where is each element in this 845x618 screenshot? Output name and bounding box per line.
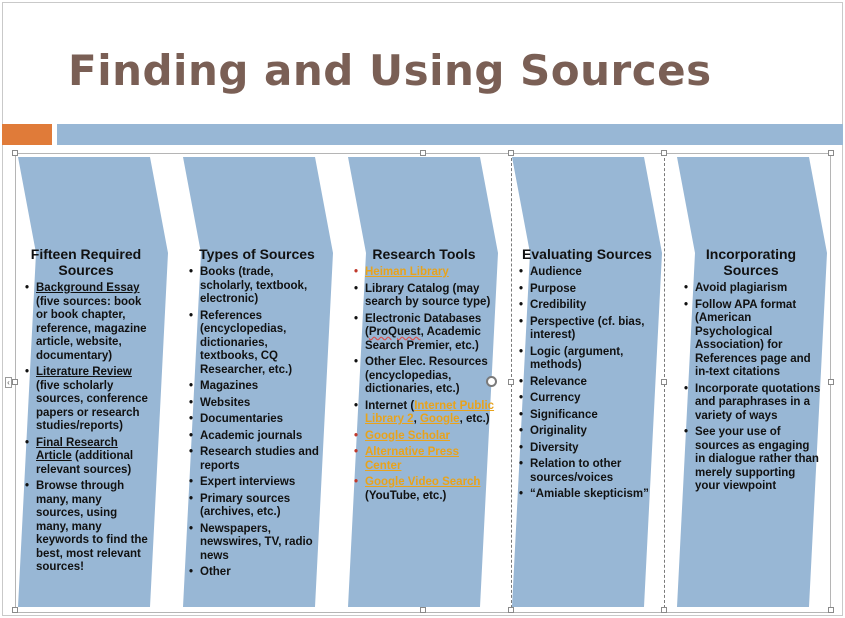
google-scholar-link[interactable]: Google Scholar	[365, 429, 450, 442]
resize-handle-top-right[interactable]	[828, 150, 834, 156]
list-item	[365, 430, 497, 444]
list-item: • Background Essay (five sources: book or book chapter, reference, magazine article, website, documentary)	[36, 282, 150, 363]
list-item: • Newspapers, newswires, TV, radio news	[200, 523, 328, 564]
list-item: • “Amiable skepticism”	[530, 488, 658, 502]
list-item: • Final Research Article (additional relevant sources)	[36, 437, 150, 478]
list-item: • Documentaries	[200, 413, 328, 427]
list-item: • Academic journals	[200, 430, 328, 444]
column-research-tools[interactable]	[351, 246, 497, 506]
shape-handle-bottom-left[interactable]	[508, 607, 514, 613]
list-item: • Other	[200, 566, 328, 580]
list-item	[365, 446, 497, 473]
list-item: • Expert interviews	[200, 476, 328, 490]
google-link[interactable]: Google	[419, 413, 460, 425]
list-item: • Relation to other sources/voices	[530, 458, 658, 485]
alternative-press-link[interactable]: Alternative Press Center	[365, 446, 459, 472]
ipl2-link[interactable]: Internet Public Library 2	[365, 399, 495, 425]
list-item: • Incorporate quotations and paraphrases in a variety of ways	[695, 383, 821, 424]
column-heading: Types of Sources	[199, 246, 315, 262]
list-item: • Diversity	[530, 442, 658, 456]
resize-handle-left[interactable]	[12, 379, 18, 385]
column-heading: Incorporating Sources	[705, 246, 797, 278]
shape-handle-top-left[interactable]	[508, 150, 514, 156]
list-item: • Primary sources (archives, etc.)	[200, 493, 328, 520]
list-item: • Google Video Search (YouTube, etc.)	[365, 476, 497, 503]
column-incorporating-sources[interactable]	[681, 246, 821, 497]
list-item: • Electronic Databases (ProQuest, Academic Search Premier, etc.)	[365, 313, 497, 354]
list-item: • Library Catalog (may search by source type)	[365, 283, 497, 310]
list-item: • Research studies and reports	[200, 446, 328, 473]
list-item: • Logic (argument, methods)	[530, 346, 658, 373]
text-pane-toggle-icon[interactable]: ‹	[5, 377, 12, 388]
column-types-of-sources[interactable]	[186, 246, 328, 583]
resize-handle-bottom[interactable]	[420, 607, 426, 613]
column-heading: Evaluating Sources	[522, 246, 652, 262]
column-evaluating-sources[interactable]	[516, 246, 658, 505]
google-video-search-link[interactable]: Google Video Search	[365, 476, 481, 488]
resize-handle-top[interactable]	[420, 150, 426, 156]
shape-handle-top-right[interactable]	[661, 150, 667, 156]
list-item: • Audience	[530, 266, 658, 280]
list-item: • Originality	[530, 425, 658, 439]
shape-handle-left[interactable]	[508, 379, 514, 385]
list-item: • Relevance	[530, 376, 658, 390]
resize-handle-right[interactable]	[828, 379, 834, 385]
list-item: • See your use of sources as engaging in dialogue rather than merely supporting your viewpoint	[695, 426, 821, 494]
list-item: • Other Elec. Resources (encyclopedias, dictionaries, etc.)	[365, 356, 497, 397]
resize-handle-top-left[interactable]	[12, 150, 18, 156]
shape-handle-bottom-right[interactable]	[661, 607, 667, 613]
list-item: • Purpose	[530, 283, 658, 297]
list-item: • References (encyclopedias, dictionaries, textbooks, CQ Researcher, etc.)	[200, 310, 328, 378]
list-item: • Magazines	[200, 380, 328, 394]
list-item: • Avoid plagiarism	[695, 282, 821, 296]
column-heading: Fifteen Required Sources	[30, 246, 142, 278]
list-item: • Internet (Internet Public Library 2, Google, etc.)	[365, 400, 497, 427]
column-heading: Research Tools	[372, 246, 476, 262]
list-item: • Credibility	[530, 299, 658, 313]
list-item: • Books (trade, scholarly, textbook, electronic)	[200, 266, 328, 307]
list-item: • Perspective (cf. bias, interest)	[530, 316, 658, 343]
slide-title[interactable]: Finding and Using Sources	[68, 46, 712, 95]
column-required-sources[interactable]	[22, 246, 150, 578]
list-item: • Significance	[530, 409, 658, 423]
spellcheck-word: ProQuest	[368, 326, 421, 338]
shape-handle-right[interactable]	[661, 379, 667, 385]
resize-handle-bottom-left[interactable]	[12, 607, 18, 613]
list-item: • Literature Review (five scholarly sources, conference papers or research studies/reports)	[36, 366, 150, 434]
list-item	[365, 266, 497, 280]
list-item: • Browse through many, many sources, using many, many keywords to find the best, most relevant sources!	[36, 480, 150, 575]
resize-handle-bottom-right[interactable]	[828, 607, 834, 613]
list-item: • Currency	[530, 392, 658, 406]
heiman-library-link[interactable]: Heiman Library	[365, 266, 449, 278]
list-item: • Websites	[200, 397, 328, 411]
list-item: • Follow APA format (American Psychological Association) for References page and in-text citations	[695, 299, 821, 380]
